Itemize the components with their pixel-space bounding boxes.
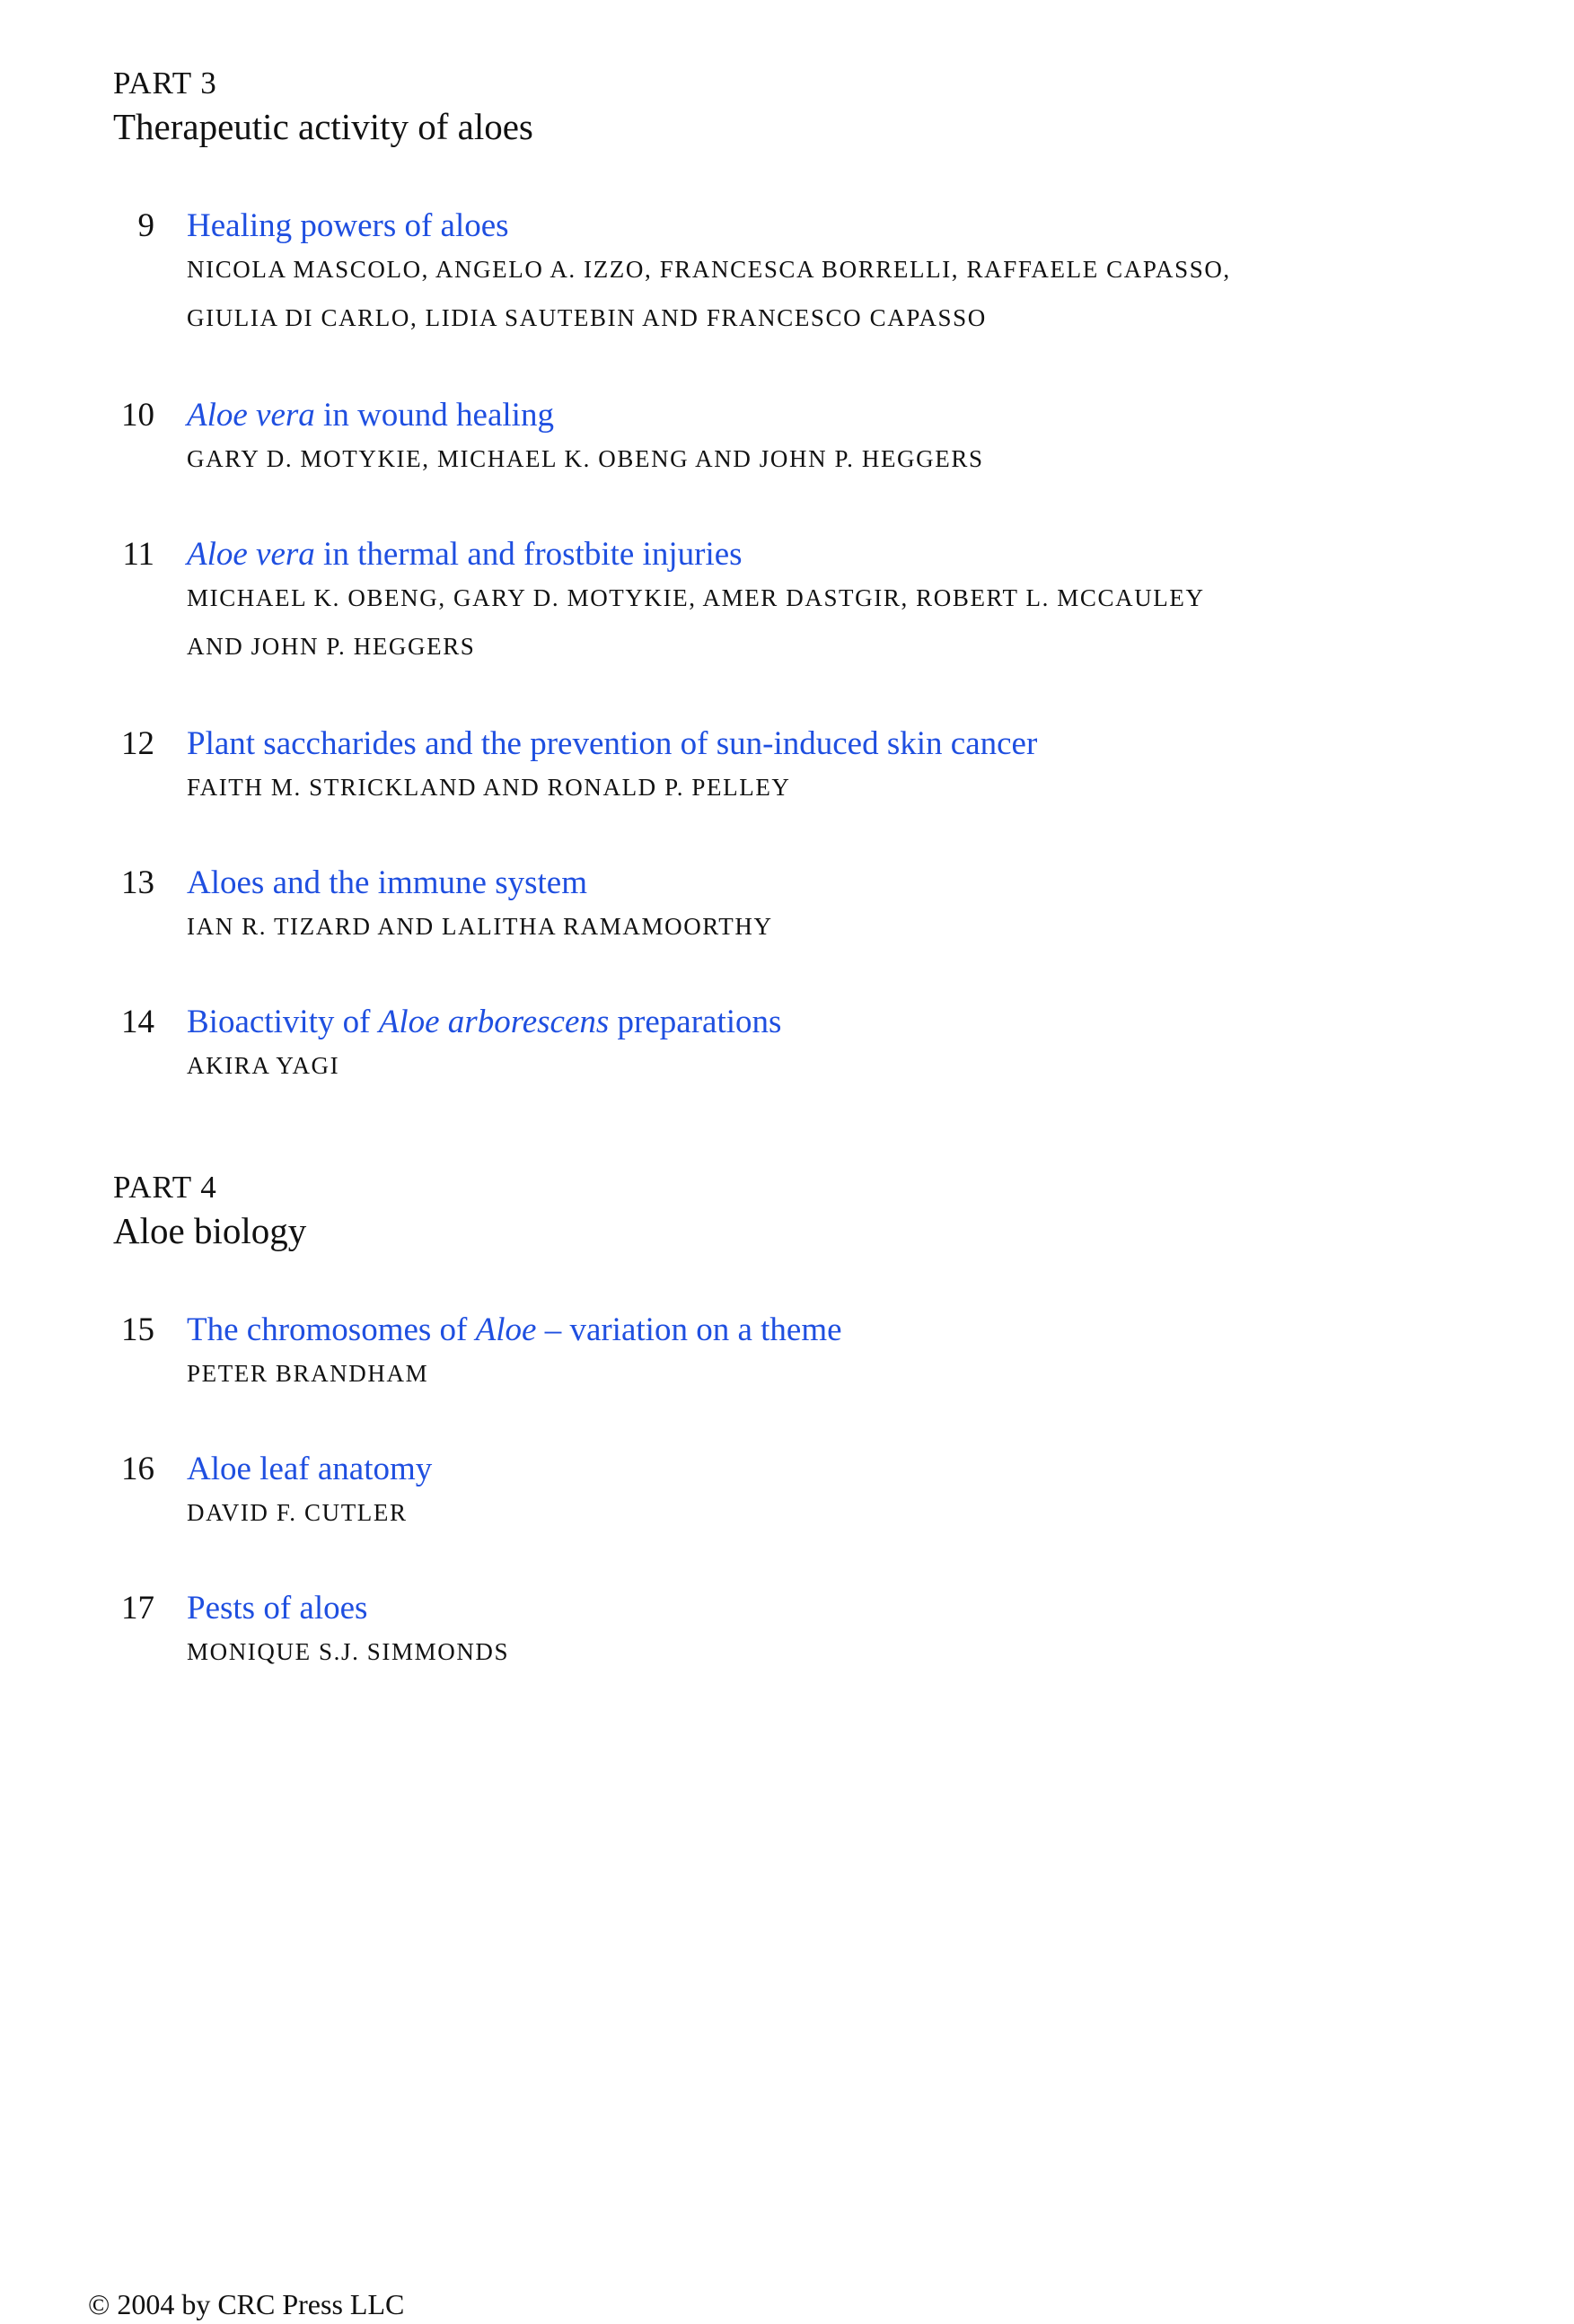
chapter-title-segment: Aloes and the immune system <box>187 864 587 901</box>
author-line: IAN R. TIZARD AND LALITHA RAMAMOORTHY <box>187 913 773 940</box>
chapter-body <box>187 1310 1444 1398</box>
chapter-authors <box>187 902 1444 951</box>
chapter-body <box>187 206 1444 342</box>
chapter-authors <box>187 1041 1444 1090</box>
copyright-footer: © 2004 by CRC Press LLC <box>88 2288 405 2320</box>
author-line: DAVID F. CUTLER <box>187 1499 408 1526</box>
chapter-number: 11 <box>122 536 154 573</box>
chapter-authors <box>187 574 1444 671</box>
author-line: GARY D. MOTYKIE, MICHAEL K. OBENG AND JOHN P. HEGGERS <box>187 445 984 472</box>
chapter-body <box>187 863 1444 951</box>
chapter-authors <box>187 1488 1444 1537</box>
chapter-number: 10 <box>121 397 154 434</box>
author-line: PETER BRANDHAM <box>187 1360 429 1387</box>
chapter-title-link[interactable] <box>187 1002 1444 1043</box>
chapter-number: 9 <box>137 207 154 244</box>
author-line: MICHAEL K. OBENG, GARY D. MOTYKIE, AMER DASTGIR, ROBERT L. MCCAULEY <box>187 584 1205 611</box>
chapter-title-segment: Pests of aloes <box>187 1590 368 1627</box>
chapter-number: 15 <box>121 1311 154 1348</box>
chapter-title-segment: Aloe leaf anatomy <box>187 1451 433 1487</box>
chapter-body <box>187 395 1444 483</box>
chapter-title-segment: Bioactivity of <box>187 1004 379 1040</box>
chapter-title-link[interactable] <box>187 1449 1444 1490</box>
chapter-title-segment: – variation on a theme <box>536 1311 842 1348</box>
author-line: MONIQUE S.J. SIMMONDS <box>187 1638 510 1665</box>
chapter-number: 12 <box>121 725 154 762</box>
chapter-authors <box>187 434 1444 483</box>
chapter-body <box>187 724 1444 811</box>
chapter-title-segment: Healing powers of aloes <box>187 207 509 244</box>
chapter-title-link[interactable] <box>187 724 1444 765</box>
author-line: FAITH M. STRICKLAND AND RONALD P. PELLEY <box>187 774 791 801</box>
chapter-number: 17 <box>121 1590 154 1627</box>
chapter-title-segment: in wound healing <box>314 397 554 434</box>
chapter-authors <box>187 1627 1444 1676</box>
part-title: Therapeutic activity of aloes <box>113 106 533 147</box>
author-line: GIULIA DI CARLO, LIDIA SAUTEBIN AND FRANCESCO CAPASSO <box>187 304 987 331</box>
chapter-title-segment: Aloe vera <box>187 536 315 573</box>
chapter-number: 14 <box>121 1004 154 1040</box>
chapter-title-link[interactable] <box>187 863 1444 904</box>
chapter-title-segment: Aloe vera <box>187 397 315 434</box>
chapter-title-link[interactable] <box>187 1588 1444 1629</box>
author-line: NICOLA MASCOLO, ANGELO A. IZZO, FRANCESCA BORRELLI, RAFFAELE CAPASSO, <box>187 256 1231 283</box>
chapter-title-segment: Aloe <box>475 1311 537 1348</box>
part-label: PART 3 <box>113 66 217 101</box>
chapter-authors <box>187 245 1444 342</box>
part-label: PART 4 <box>113 1170 217 1205</box>
chapter-authors <box>187 1349 1444 1398</box>
chapter-title-segment: Aloe arborescens <box>378 1004 610 1040</box>
chapter-title-link[interactable] <box>187 1310 1444 1351</box>
chapter-body <box>187 1449 1444 1537</box>
chapter-title-link[interactable] <box>187 534 1444 575</box>
chapter-title-link[interactable] <box>187 395 1444 436</box>
author-line: AND JOHN P. HEGGERS <box>187 633 476 660</box>
chapter-title-segment: in thermal and frostbite injuries <box>314 536 743 573</box>
chapter-body <box>187 1588 1444 1676</box>
chapter-title-link[interactable] <box>187 206 1444 247</box>
author-line: AKIRA YAGI <box>187 1052 340 1079</box>
chapter-body <box>187 534 1444 671</box>
chapter-number: 16 <box>121 1451 154 1487</box>
chapter-authors <box>187 763 1444 811</box>
part-heading <box>113 1169 306 1253</box>
chapter-title-segment: preparations <box>609 1004 782 1040</box>
part-heading <box>113 65 533 149</box>
chapter-body <box>187 1002 1444 1090</box>
chapter-title-segment: Plant saccharides and the prevention of sun-induced skin cancer <box>187 725 1038 762</box>
part-title: Aloe biology <box>113 1210 307 1251</box>
chapter-number: 13 <box>121 864 154 901</box>
chapter-title-segment: The chromosomes of <box>187 1311 476 1348</box>
